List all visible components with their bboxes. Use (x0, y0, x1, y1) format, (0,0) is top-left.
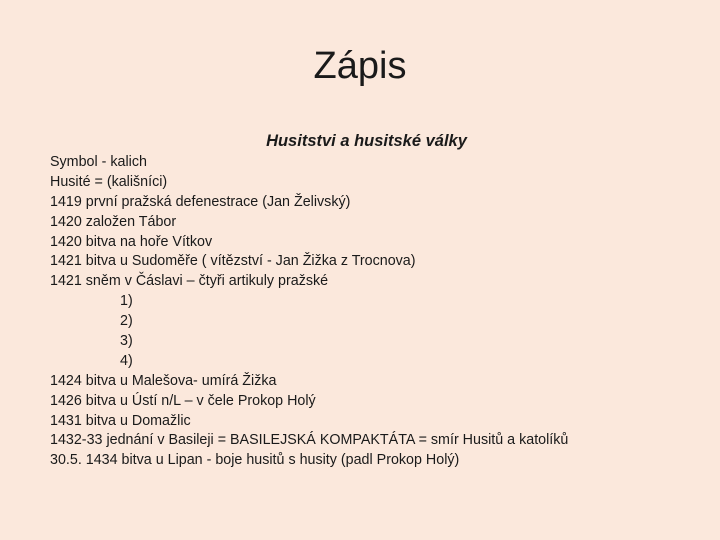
note-line-1421-caslav: 1421 sněm v Čáslavi – čtyři artikuly pražské (50, 273, 329, 290)
note-line-1420-vitkov: 1420 bitva na hoře Vítkov (50, 233, 213, 250)
slide-title: Zápis (313, 45, 407, 87)
note-line-husite: Husité = (kališníci) (50, 173, 168, 190)
article-item-4: 4) (120, 352, 133, 369)
note-line-1424: 1424 bitva u Malešova- umírá Žižka (50, 372, 277, 389)
note-line-1434: 30.5. 1434 bitva u Lipan - boje husitů s husity (padl Prokop Holý) (50, 452, 460, 469)
note-line-1432-33: 1432-33 jednání v Basileji = BASILEJSKÁ KOMPAKTÁTA = smír Husitů a katolíků (50, 432, 569, 449)
article-item-2: 2) (120, 313, 133, 330)
article-item-3: 3) (120, 333, 133, 350)
article-item-1: 1) (120, 293, 133, 310)
note-line-1419: 1419 první pražská defenestrace (Jan Želivský) (50, 193, 351, 210)
note-line-symbol: Symbol - kalich (50, 154, 147, 170)
note-line-1421-sudomer: 1421 bitva u Sudoměře ( vítězství - Jan Žižka z Trocnova) (50, 253, 416, 270)
notes-list (50, 153, 710, 471)
slide-subtitle: Husitstvi a husitské války (266, 132, 467, 150)
note-line-1420-tabor: 1420 založen Tábor (50, 213, 177, 230)
note-line-1431: 1431 bitva u Domažlic (50, 412, 191, 429)
note-line-1426: 1426 bitva u Ústí n/L – v čele Prokop Holý (50, 392, 316, 409)
